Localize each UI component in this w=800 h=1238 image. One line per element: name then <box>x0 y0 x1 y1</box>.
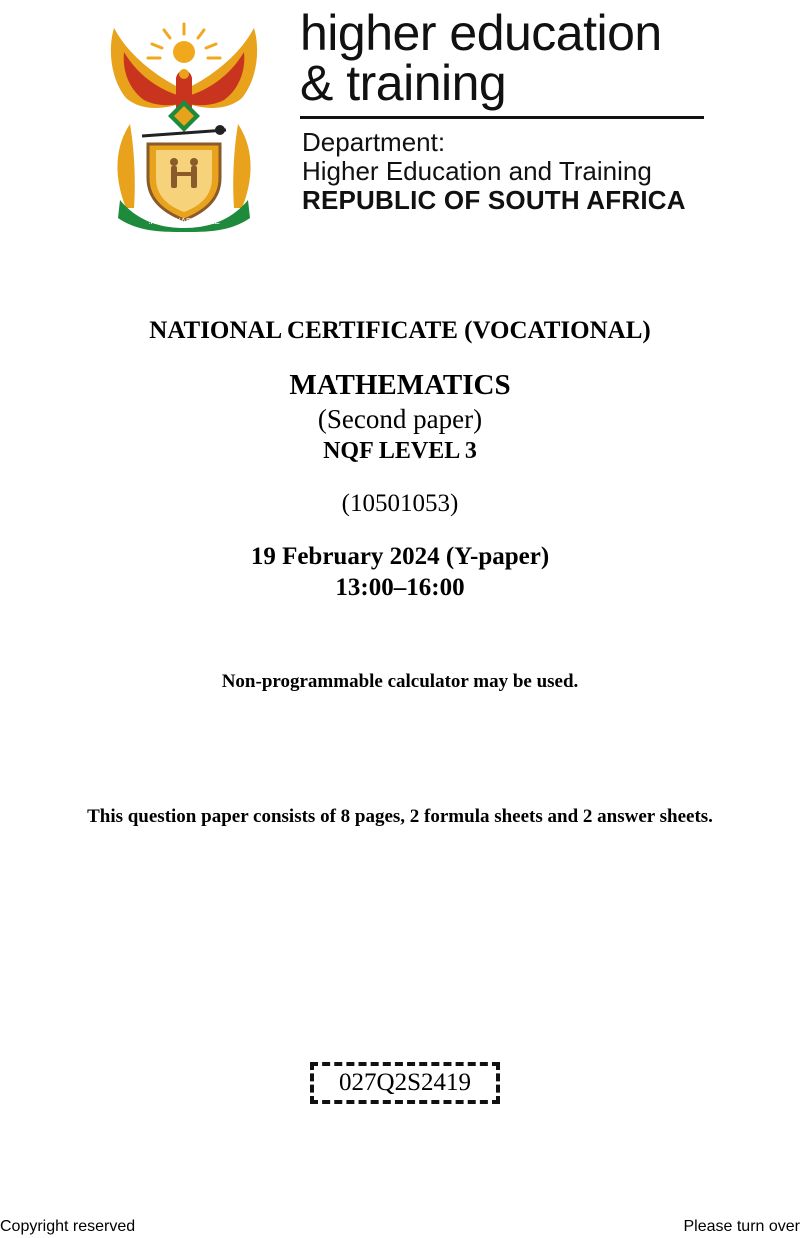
brand-line-2: & training <box>300 55 507 111</box>
coat-of-arms-logo <box>100 18 268 232</box>
department-name: Higher Education and Training <box>302 156 652 186</box>
exam-time: 13:00–16:00 <box>335 574 465 601</box>
nqf-level: NQF LEVEL 3 <box>323 438 477 464</box>
paper-id-box <box>310 1062 500 1104</box>
paper-subtitle: (Second paper) <box>317 404 483 434</box>
brand-line-1: higher education <box>300 5 662 61</box>
calculator-note: Non-programmable calculator may be used. <box>221 671 579 692</box>
shield-icon <box>148 144 220 220</box>
subject-title: MATHEMATICS <box>289 369 511 401</box>
exam-date: 19 February 2024 (Y-paper) <box>250 543 550 570</box>
subject-code: (10501053) <box>341 490 459 517</box>
paper-id: 027Q2S2419 <box>339 1069 471 1096</box>
motto-text: !KE E: /XARRA //KE <box>148 217 220 226</box>
footer-turn-over: Please turn over <box>683 1218 800 1235</box>
sun-icon <box>148 24 220 63</box>
footer-copyright: Copyright reserved <box>0 1218 136 1235</box>
country-name: REPUBLIC OF SOUTH AFRICA <box>302 185 686 215</box>
department-label: Department: <box>302 127 446 157</box>
header-divider <box>300 116 704 119</box>
pages-note: This question paper consists of 8 pages, 2 formula sheets and 2 answer sheets. <box>87 806 713 827</box>
certificate-title: NATIONAL CERTIFICATE (VOCATIONAL) <box>149 317 651 344</box>
